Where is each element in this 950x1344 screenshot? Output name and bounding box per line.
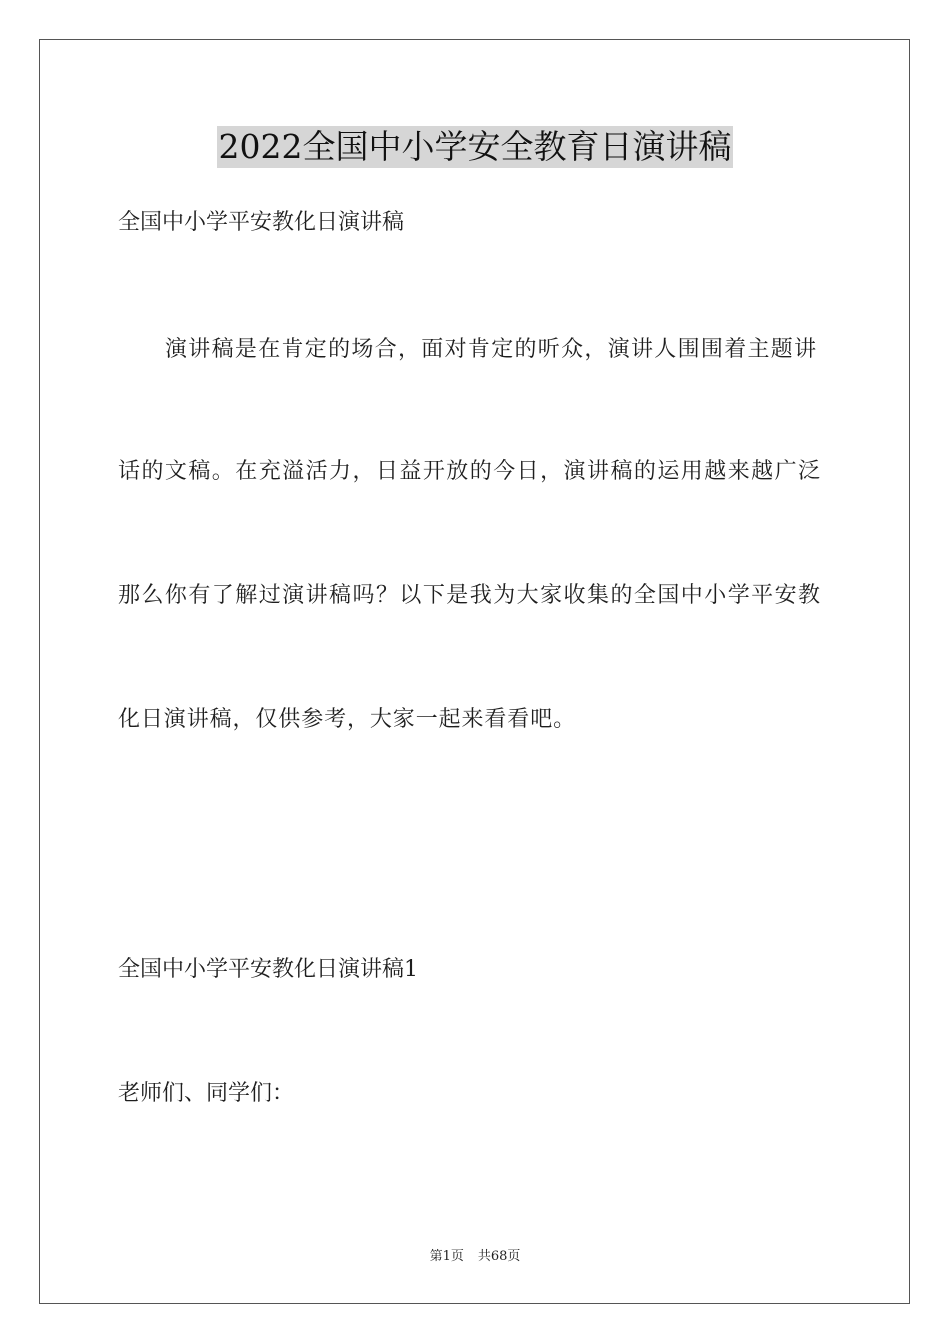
section-heading: 全国中小学平安教化日演讲稿1 [118,957,418,982]
paragraph-line: 演讲稿是在肯定的场合，面对肯定的听众，演讲人围围着主题讲 [165,337,818,362]
greeting-line: 老师们、同学们： [118,1081,295,1106]
page-footer [0,1248,950,1266]
paragraph-line: 话的文稿。在充溢活力，日益开放的今日，演讲稿的运用越来越广泛 [118,459,822,484]
page-number: 第1页 [429,1249,464,1264]
document-title: 2022全国中小学安全教育日演讲稿 [218,127,732,166]
document-subtitle: 全国中小学平安教化日演讲稿 [118,210,405,235]
title-area [0,126,950,168]
paragraph-line: 化日演讲稿，仅供参考，大家一起来看看吧。 [118,707,577,732]
paragraph-line: 那么你有了解过演讲稿吗？以下是我为大家收集的全国中小学平安教 [118,583,822,608]
page-total: 共68页 [477,1249,521,1264]
